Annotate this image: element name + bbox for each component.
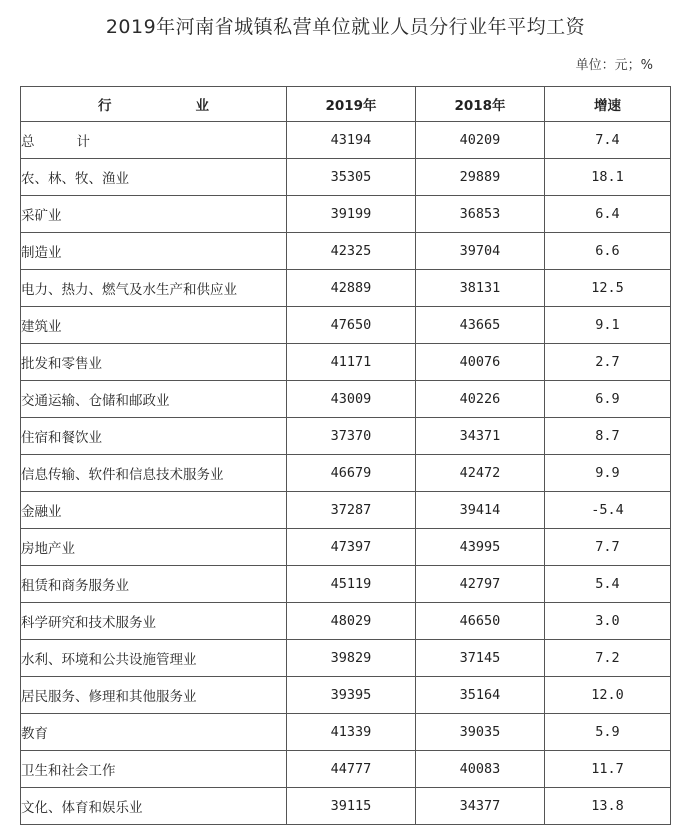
row-industry: 水利、环境和公共设施管理业 bbox=[21, 640, 287, 677]
table-body bbox=[21, 122, 671, 825]
table-row bbox=[21, 233, 671, 270]
row-growth: 18.1 bbox=[545, 159, 671, 196]
row-2018: 40226 bbox=[416, 381, 545, 418]
row-growth: 3.0 bbox=[545, 603, 671, 640]
table-row bbox=[21, 603, 671, 640]
row-industry: 金融业 bbox=[21, 492, 287, 529]
row-2019: 39199 bbox=[287, 196, 416, 233]
table-row bbox=[21, 640, 671, 677]
row-industry: 信息传输、软件和信息技术服务业 bbox=[21, 455, 287, 492]
row-2019: 46679 bbox=[287, 455, 416, 492]
table-row bbox=[21, 788, 671, 825]
row-industry: 农、林、牧、渔业 bbox=[21, 159, 287, 196]
header-2019: 2019年 bbox=[287, 87, 416, 122]
row-2018: 39704 bbox=[416, 233, 545, 270]
row-growth: 7.2 bbox=[545, 640, 671, 677]
table-row bbox=[21, 751, 671, 788]
table-header-row bbox=[21, 87, 671, 122]
row-industry: 房地产业 bbox=[21, 529, 287, 566]
row-2018: 29889 bbox=[416, 159, 545, 196]
row-2018: 40083 bbox=[416, 751, 545, 788]
total-label bbox=[21, 122, 287, 159]
row-2019: 44777 bbox=[287, 751, 416, 788]
header-growth: 增速 bbox=[545, 87, 671, 122]
row-2018: 43995 bbox=[416, 529, 545, 566]
row-industry: 教育 bbox=[21, 714, 287, 751]
row-2018: 37145 bbox=[416, 640, 545, 677]
row-2019: 48029 bbox=[287, 603, 416, 640]
table-row bbox=[21, 307, 671, 344]
row-growth: 5.9 bbox=[545, 714, 671, 751]
row-industry: 租赁和商务服务业 bbox=[21, 566, 287, 603]
page-title: 2019年河南省城镇私营单位就业人员分行业年平均工资 bbox=[105, 16, 586, 38]
row-industry: 制造业 bbox=[21, 233, 287, 270]
row-growth: 13.8 bbox=[545, 788, 671, 825]
total-label-part-a: 总 bbox=[21, 134, 35, 150]
table-row bbox=[21, 455, 671, 492]
row-2018: 34371 bbox=[416, 418, 545, 455]
row-2018: 46650 bbox=[416, 603, 545, 640]
table-row bbox=[21, 566, 671, 603]
row-growth: 6.4 bbox=[545, 196, 671, 233]
wage-table bbox=[20, 86, 671, 825]
row-industry: 批发和零售业 bbox=[21, 344, 287, 381]
row-industry: 采矿业 bbox=[21, 196, 287, 233]
row-growth: 9.9 bbox=[545, 455, 671, 492]
table-row bbox=[21, 159, 671, 196]
row-growth: 7.7 bbox=[545, 529, 671, 566]
row-growth: 12.0 bbox=[545, 677, 671, 714]
row-2019: 37370 bbox=[287, 418, 416, 455]
row-industry: 科学研究和技术服务业 bbox=[21, 603, 287, 640]
row-2019: 43009 bbox=[287, 381, 416, 418]
unit-note: 单位：元；% bbox=[575, 58, 653, 73]
table-row bbox=[21, 381, 671, 418]
row-2018: 38131 bbox=[416, 270, 545, 307]
row-2018: 36853 bbox=[416, 196, 545, 233]
total-2019: 43194 bbox=[287, 122, 416, 159]
table-row bbox=[21, 344, 671, 381]
total-2018: 40209 bbox=[416, 122, 545, 159]
row-2019: 41339 bbox=[287, 714, 416, 751]
row-2018: 42797 bbox=[416, 566, 545, 603]
table-row bbox=[21, 418, 671, 455]
row-2019: 42325 bbox=[287, 233, 416, 270]
row-2018: 40076 bbox=[416, 344, 545, 381]
row-industry: 建筑业 bbox=[21, 307, 287, 344]
row-industry: 住宿和餐饮业 bbox=[21, 418, 287, 455]
row-2019: 45119 bbox=[287, 566, 416, 603]
total-growth: 7.4 bbox=[545, 122, 671, 159]
header-industry bbox=[21, 87, 287, 122]
table-row bbox=[21, 677, 671, 714]
table-row bbox=[21, 714, 671, 751]
header-industry-part-a: 行 bbox=[98, 98, 112, 114]
row-growth: -5.4 bbox=[545, 492, 671, 529]
row-2018: 42472 bbox=[416, 455, 545, 492]
row-2019: 37287 bbox=[287, 492, 416, 529]
table-row bbox=[21, 196, 671, 233]
row-growth: 8.7 bbox=[545, 418, 671, 455]
row-growth: 9.1 bbox=[545, 307, 671, 344]
row-industry: 文化、体育和娱乐业 bbox=[21, 788, 287, 825]
row-growth: 2.7 bbox=[545, 344, 671, 381]
row-growth: 5.4 bbox=[545, 566, 671, 603]
row-2019: 39115 bbox=[287, 788, 416, 825]
row-2019: 35305 bbox=[287, 159, 416, 196]
row-2018: 35164 bbox=[416, 677, 545, 714]
row-growth: 6.9 bbox=[545, 381, 671, 418]
table-row-total bbox=[21, 122, 671, 159]
row-2019: 47650 bbox=[287, 307, 416, 344]
row-2019: 39829 bbox=[287, 640, 416, 677]
row-2018: 39414 bbox=[416, 492, 545, 529]
row-industry: 卫生和社会工作 bbox=[21, 751, 287, 788]
row-industry: 居民服务、修理和其他服务业 bbox=[21, 677, 287, 714]
row-industry: 电力、热力、燃气及水生产和供应业 bbox=[21, 270, 287, 307]
row-growth: 6.6 bbox=[545, 233, 671, 270]
table-row bbox=[21, 529, 671, 566]
header-industry-part-b: 业 bbox=[195, 98, 209, 114]
row-industry: 交通运输、仓储和邮政业 bbox=[21, 381, 287, 418]
row-2019: 47397 bbox=[287, 529, 416, 566]
total-label-part-b: 计 bbox=[76, 134, 90, 150]
row-2019: 41171 bbox=[287, 344, 416, 381]
row-2018: 39035 bbox=[416, 714, 545, 751]
row-growth: 12.5 bbox=[545, 270, 671, 307]
row-2019: 42889 bbox=[287, 270, 416, 307]
table-row bbox=[21, 270, 671, 307]
header-2018: 2018年 bbox=[416, 87, 545, 122]
row-2019: 39395 bbox=[287, 677, 416, 714]
table-row bbox=[21, 492, 671, 529]
row-2018: 43665 bbox=[416, 307, 545, 344]
row-growth: 11.7 bbox=[545, 751, 671, 788]
row-2018: 34377 bbox=[416, 788, 545, 825]
